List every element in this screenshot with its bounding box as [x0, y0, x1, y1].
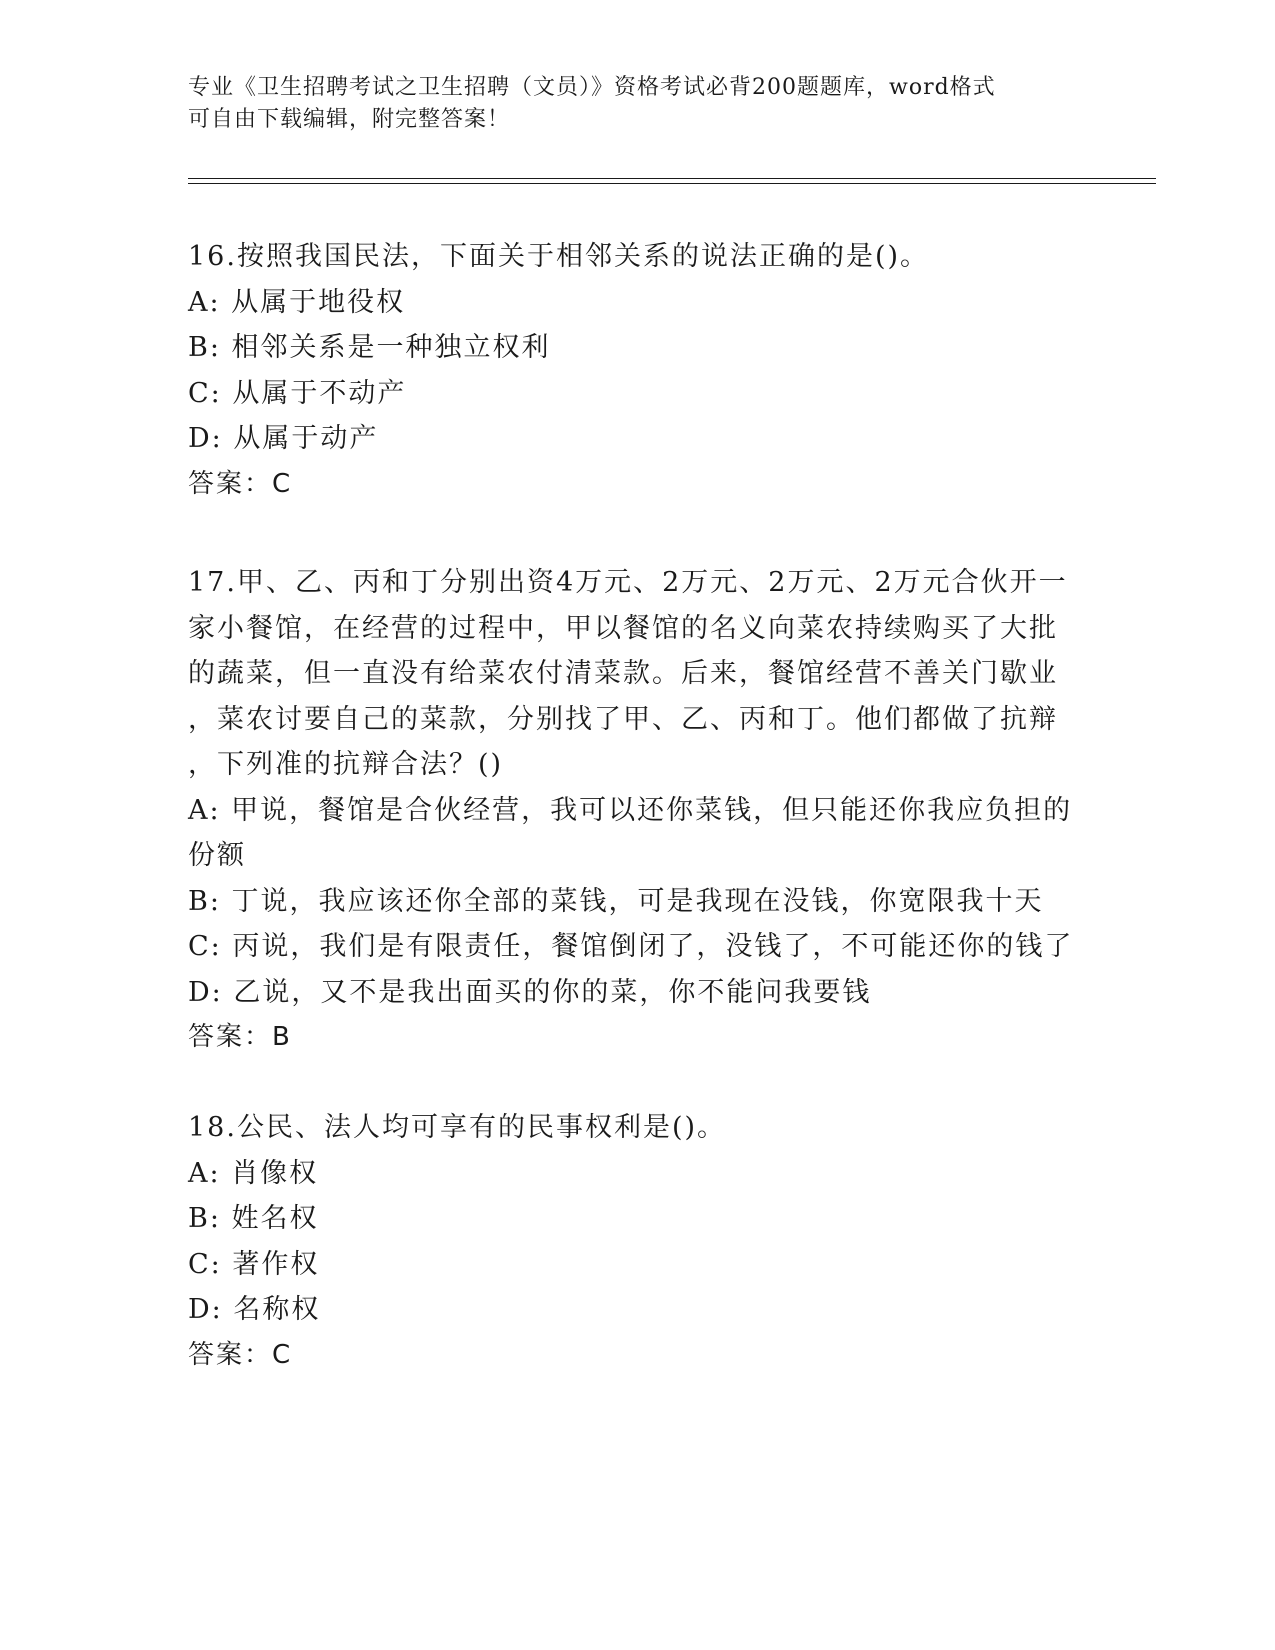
answer-label: 答案：C [188, 1339, 293, 1370]
option-b: B: 丁说，我应该还你全部的菜钱，可是我现在没钱，你宽限我十天 [188, 885, 1044, 917]
document-header [188, 72, 1068, 136]
option-b: B: 姓名权 [188, 1203, 319, 1234]
header-divider [188, 183, 1156, 184]
header-divider [188, 178, 1156, 179]
answer-label: 答案：B [188, 1022, 292, 1052]
question-stem: 18.公民、法人均可享有的民事权利是()。 [188, 1112, 727, 1143]
option-c: C: 丙说，我们是有限责任，餐馆倒闭了，没钱了，不可能还你的钱了 [188, 931, 1074, 962]
question-block [188, 234, 1088, 507]
question-stem: 17.甲、乙、丙和丁分别出资4万元、2万元、2万元、2万元合伙开一 [188, 567, 1068, 598]
question-block [188, 560, 1088, 1061]
option-c: C: 著作权 [188, 1248, 320, 1280]
question-stem: ，下列准的抗辩合法？() [188, 749, 504, 780]
header-line: 专业《卫生招聘考试之卫生招聘（文员）》资格考试必背200题题库，word格式 [188, 75, 996, 100]
question-block [188, 1105, 1088, 1378]
option-a: A: 甲说，餐馆是合伙经营，我可以还你菜钱，但只能还你我应负担的 [188, 794, 1073, 826]
option-a-continued: 份额 [188, 840, 246, 871]
option-a: A: 肖像权 [188, 1157, 319, 1189]
question-stem: 的蔬菜，但一直没有给菜农付清菜款。后来，餐馆经营不善关门歇业 [188, 658, 1058, 689]
option-d: D: 名称权 [188, 1294, 321, 1325]
header-line: 可自由下载编辑，附完整答案！ [188, 107, 511, 132]
answer-label: 答案：C [188, 468, 293, 499]
option-d: D: 从属于动产 [188, 423, 379, 454]
question-stem: ，菜农讨要自己的菜款，分别找了甲、乙、丙和丁。他们都做了抗辩 [188, 703, 1058, 735]
question-stem: 16.按照我国民法，下面关于相邻关系的说法正确的是()。 [188, 241, 930, 272]
option-d: D: 乙说，又不是我出面买的你的菜，你不能问我要钱 [188, 976, 872, 1008]
option-a: A: 从属于地役权 [188, 286, 406, 318]
option-c: C: 从属于不动产 [188, 377, 407, 409]
option-b: B: 相邻关系是一种独立权利 [188, 332, 551, 363]
question-stem: 家小餐馆，在经营的过程中，甲以餐馆的名义向菜农持续购买了大批 [188, 612, 1058, 644]
